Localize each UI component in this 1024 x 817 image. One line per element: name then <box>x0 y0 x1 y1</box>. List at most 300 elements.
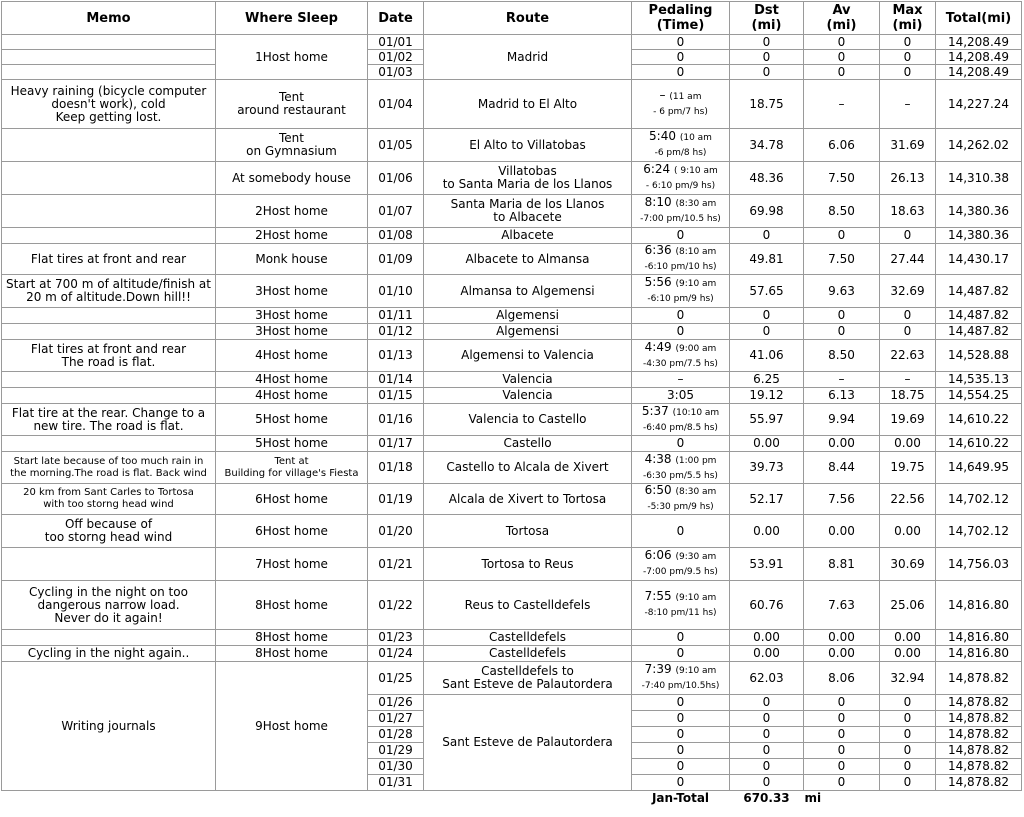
route-cell: Algemensi <box>424 308 632 324</box>
date-cell: 01/07 <box>368 195 424 228</box>
average-speed-cell: 0 <box>804 759 880 775</box>
distance-cell: 0 <box>730 759 804 775</box>
max-speed-cell: 22.56 <box>880 484 936 515</box>
header-route: Route <box>424 2 632 35</box>
distance-cell: 0 <box>730 35 804 50</box>
date-cell: 01/09 <box>368 244 424 275</box>
distance-cell: 0 <box>730 711 804 727</box>
pedaling-time: 0 <box>676 436 685 450</box>
date-cell: 01/23 <box>368 630 424 646</box>
memo-cell <box>2 35 216 50</box>
date-cell: 01/03 <box>368 65 424 80</box>
pedaling-range: (8:10 am -6:10 pm/10 hs) <box>644 247 717 272</box>
pedaling-time: 7:55 <box>644 589 672 603</box>
pedaling-range: (10:10 am -6:40 pm/8.5 hs) <box>643 407 720 433</box>
pedaling-cell <box>632 404 730 436</box>
pedaling-time: 6:50 <box>644 483 672 497</box>
distance-cell: 19.12 <box>730 388 804 404</box>
pedaling-cell <box>632 372 730 388</box>
average-speed-cell: 6.13 <box>804 388 880 404</box>
average-speed-cell: 0 <box>804 65 880 80</box>
total-distance-cell: 14,816.80 <box>936 646 1022 662</box>
average-speed-cell: 0.00 <box>804 515 880 548</box>
distance-cell: 0 <box>730 50 804 65</box>
total-distance-cell: 14,649.95 <box>936 452 1022 484</box>
footer-row <box>2 791 1022 806</box>
where-sleep-cell: 2Host home <box>216 228 368 244</box>
average-speed-cell: 0 <box>804 711 880 727</box>
where-sleep-cell: 4Host home <box>216 372 368 388</box>
max-speed-cell: 18.63 <box>880 195 936 228</box>
total-distance-cell: 14,756.03 <box>936 548 1022 581</box>
distance-cell: 41.06 <box>730 340 804 372</box>
where-sleep-cell: 3Host home <box>216 275 368 308</box>
where-sleep-cell: 6Host home <box>216 484 368 515</box>
table-row <box>2 548 1022 581</box>
jan-total-unit: mi <box>804 790 822 805</box>
average-speed-cell: 8.50 <box>804 195 880 228</box>
date-cell: 01/10 <box>368 275 424 308</box>
max-speed-cell: 0 <box>880 50 936 65</box>
total-distance-cell: 14,262.02 <box>936 129 1022 162</box>
distance-cell: 0 <box>730 228 804 244</box>
total-distance-cell: 14,487.82 <box>936 275 1022 308</box>
pedaling-cell <box>632 388 730 404</box>
where-sleep-cell: 8Host home <box>216 581 368 630</box>
memo-cell <box>2 162 216 195</box>
route-cell: Madrid to El Alto <box>424 80 632 129</box>
pedaling-range: ( 9:10 am - 6:10 pm/9 hs) <box>645 166 718 191</box>
max-speed-cell: – <box>880 80 936 129</box>
memo-cell: Start at 700 m of altitude/finish at 20 m of altitude.Down hill!! <box>2 275 216 308</box>
total-distance-cell: 14,310.38 <box>936 162 1022 195</box>
jan-total-label: Jan-Total <box>651 790 710 805</box>
pedaling-cell <box>632 35 730 50</box>
distance-cell: 18.75 <box>730 80 804 129</box>
pedaling-cell <box>632 308 730 324</box>
date-cell: 01/28 <box>368 727 424 743</box>
distance-cell: 0 <box>730 308 804 324</box>
date-cell: 01/05 <box>368 129 424 162</box>
memo-cell: Heavy raining (bicycle computer doesn't work), cold Keep getting lost. <box>2 80 216 129</box>
table-row <box>2 195 1022 228</box>
pedaling-time: – <box>659 88 666 102</box>
pedaling-time: 5:56 <box>644 275 672 289</box>
pedaling-cell <box>632 452 730 484</box>
memo-cell: 20 km from Sant Carles to Tortosa with too storng head wind <box>2 484 216 515</box>
memo-cell <box>2 308 216 324</box>
total-distance-cell: 14,610.22 <box>936 436 1022 452</box>
total-distance-cell: 14,554.25 <box>936 388 1022 404</box>
max-speed-cell: 25.06 <box>880 581 936 630</box>
pedaling-time: 0 <box>676 324 685 338</box>
pedaling-range: (9:10 am -7:40 pm/10.5hs) <box>641 666 720 691</box>
distance-cell: 69.98 <box>730 195 804 228</box>
max-speed-cell: 18.75 <box>880 388 936 404</box>
memo-cell: Flat tires at front and rear <box>2 244 216 275</box>
header-pedaling: Pedaling (Time) <box>632 2 730 35</box>
table-row <box>2 372 1022 388</box>
max-speed-cell: 19.75 <box>880 452 936 484</box>
average-speed-cell: 8.81 <box>804 548 880 581</box>
memo-cell: Off because of too storng head wind <box>2 515 216 548</box>
distance-cell: 62.03 <box>730 662 804 695</box>
distance-cell: 48.36 <box>730 162 804 195</box>
pedaling-cell <box>632 695 730 711</box>
pedaling-time: 3:05 <box>667 388 694 402</box>
pedaling-time: 0 <box>676 630 685 644</box>
date-cell: 01/31 <box>368 775 424 791</box>
date-cell: 01/16 <box>368 404 424 436</box>
where-sleep-cell: 8Host home <box>216 646 368 662</box>
pedaling-time: 0 <box>676 64 685 79</box>
pedaling-time: 0 <box>676 759 685 773</box>
table-row <box>2 162 1022 195</box>
memo-cell <box>2 50 216 65</box>
memo-cell <box>2 65 216 80</box>
where-sleep-cell: 8Host home <box>216 630 368 646</box>
pedaling-cell <box>632 630 730 646</box>
memo-cell: Cycling in the night again.. <box>2 646 216 662</box>
table-row <box>2 646 1022 662</box>
where-sleep-cell: Tent on Gymnasium <box>216 129 368 162</box>
average-speed-cell: 0 <box>804 743 880 759</box>
pedaling-time: 0 <box>676 34 685 49</box>
pedaling-time: 8:10 <box>644 195 672 209</box>
date-cell: 01/06 <box>368 162 424 195</box>
header-av: Av (mi) <box>804 2 880 35</box>
pedaling-cell <box>632 515 730 548</box>
pedaling-cell <box>632 324 730 340</box>
max-speed-cell: 0.00 <box>880 515 936 548</box>
table-row <box>2 275 1022 308</box>
total-distance-cell: 14,487.82 <box>936 324 1022 340</box>
pedaling-range: (10 am -6 pm/8 hs) <box>654 133 712 158</box>
max-speed-cell: 0 <box>880 775 936 791</box>
route-cell: Algemensi to Valencia <box>424 340 632 372</box>
max-speed-cell: – <box>880 372 936 388</box>
where-sleep-cell: 2Host home <box>216 195 368 228</box>
pedaling-time: 0 <box>676 727 685 741</box>
pedaling-cell <box>632 759 730 775</box>
header-where-sleep: Where Sleep <box>216 2 368 35</box>
route-cell: Albacete <box>424 228 632 244</box>
pedaling-cell <box>632 711 730 727</box>
average-speed-cell: 0 <box>804 727 880 743</box>
where-sleep-cell: 4Host home <box>216 340 368 372</box>
distance-cell: 6.25 <box>730 372 804 388</box>
where-sleep-cell: 3Host home <box>216 324 368 340</box>
memo-cell <box>2 630 216 646</box>
max-speed-cell: 0.00 <box>880 630 936 646</box>
where-sleep-cell: 6Host home <box>216 515 368 548</box>
max-speed-cell: 32.69 <box>880 275 936 308</box>
pedaling-range: (9:10 am -6:10 pm/9 hs) <box>647 279 717 304</box>
table-row <box>2 436 1022 452</box>
route-cell: Castelldefels to Sant Esteve de Palautordera <box>424 662 632 695</box>
date-cell: 01/01 <box>368 35 424 50</box>
average-speed-cell: 6.06 <box>804 129 880 162</box>
table-row <box>2 308 1022 324</box>
memo-cell <box>2 372 216 388</box>
pedaling-time: 0 <box>676 228 685 242</box>
average-speed-cell: 0 <box>804 50 880 65</box>
distance-cell: 34.78 <box>730 129 804 162</box>
total-distance-cell: 14,535.13 <box>936 372 1022 388</box>
header-total: Total(mi) <box>936 2 1022 35</box>
where-sleep-cell: 4Host home <box>216 388 368 404</box>
pedaling-cell <box>632 727 730 743</box>
pedaling-cell <box>632 548 730 581</box>
pedaling-time: 5:40 <box>649 129 676 143</box>
total-distance-cell: 14,528.88 <box>936 340 1022 372</box>
pedaling-cell <box>632 484 730 515</box>
route-cell: Albacete to Almansa <box>424 244 632 275</box>
date-cell: 01/13 <box>368 340 424 372</box>
table-row <box>2 452 1022 484</box>
date-cell: 01/29 <box>368 743 424 759</box>
table-row <box>2 129 1022 162</box>
pedaling-range: (9:00 am -4:30 pm/7.5 hs) <box>643 343 718 369</box>
route-cell: Alcala de Xivert to Tortosa <box>424 484 632 515</box>
date-cell: 01/11 <box>368 308 424 324</box>
table-row <box>2 324 1022 340</box>
distance-cell: 53.91 <box>730 548 804 581</box>
total-distance-cell: 14,487.82 <box>936 308 1022 324</box>
distance-cell: 0 <box>730 65 804 80</box>
max-speed-cell: 19.69 <box>880 404 936 436</box>
max-speed-cell: 0 <box>880 743 936 759</box>
where-sleep-cell: 1Host home <box>216 35 368 80</box>
date-cell: 01/26 <box>368 695 424 711</box>
memo-cell <box>2 129 216 162</box>
date-cell: 01/21 <box>368 548 424 581</box>
pedaling-time: 0 <box>676 646 685 660</box>
average-speed-cell: 8.50 <box>804 340 880 372</box>
route-cell: Santa Maria de los Llanos to Albacete <box>424 195 632 228</box>
total-distance-cell: 14,816.80 <box>936 630 1022 646</box>
total-distance-cell: 14,878.82 <box>936 662 1022 695</box>
pedaling-cell <box>632 65 730 80</box>
total-distance-cell: 14,227.24 <box>936 80 1022 129</box>
pedaling-range: (11 am - 6 pm/7 hs) <box>653 92 708 117</box>
pedaling-time: 0 <box>676 743 685 757</box>
where-sleep-cell: 5Host home <box>216 436 368 452</box>
pedaling-range: (9:30 am -7:00 pm/9.5 hs) <box>643 552 718 577</box>
average-speed-cell: 0 <box>804 308 880 324</box>
average-speed-cell: 0.00 <box>804 646 880 662</box>
total-distance-cell: 14,380.36 <box>936 228 1022 244</box>
total-distance-cell: 14,610.22 <box>936 404 1022 436</box>
pedaling-cell <box>632 436 730 452</box>
distance-cell: 0.00 <box>730 646 804 662</box>
total-distance-cell: 14,702.12 <box>936 484 1022 515</box>
route-cell: Castelldefels <box>424 646 632 662</box>
header-row <box>2 2 1022 35</box>
where-sleep-cell: 5Host home <box>216 404 368 436</box>
table-row <box>2 244 1022 275</box>
total-distance-cell: 14,878.82 <box>936 759 1022 775</box>
distance-cell: 49.81 <box>730 244 804 275</box>
table-row <box>2 630 1022 646</box>
route-cell: Castelldefels <box>424 630 632 646</box>
pedaling-time: 0 <box>676 49 685 64</box>
table-row <box>2 228 1022 244</box>
distance-cell: 0.00 <box>730 515 804 548</box>
date-cell: 01/17 <box>368 436 424 452</box>
pedaling-cell <box>632 275 730 308</box>
memo-cell: Flat tire at the rear. Change to a new tire. The road is flat. <box>2 404 216 436</box>
pedaling-cell <box>632 581 730 630</box>
average-speed-cell: 9.94 <box>804 404 880 436</box>
average-speed-cell: – <box>804 80 880 129</box>
pedaling-cell <box>632 244 730 275</box>
distance-cell: 55.97 <box>730 404 804 436</box>
date-cell: 01/08 <box>368 228 424 244</box>
total-distance-cell: 14,878.82 <box>936 743 1022 759</box>
route-cell: El Alto to Villatobas <box>424 129 632 162</box>
jan-total-value: 670.33 <box>743 790 790 805</box>
max-speed-cell: 0 <box>880 711 936 727</box>
route-cell: Sant Esteve de Palautordera <box>424 695 632 791</box>
max-speed-cell: 0 <box>880 727 936 743</box>
pedaling-time: 4:49 <box>644 339 672 354</box>
distance-cell: 0 <box>730 727 804 743</box>
average-speed-cell: 0.00 <box>804 436 880 452</box>
total-distance-cell: 14,878.82 <box>936 695 1022 711</box>
max-speed-cell: 31.69 <box>880 129 936 162</box>
date-cell: 01/15 <box>368 388 424 404</box>
max-speed-cell: 26.13 <box>880 162 936 195</box>
pedaling-cell <box>632 775 730 791</box>
total-distance-cell: 14,702.12 <box>936 515 1022 548</box>
total-distance-cell: 14,208.49 <box>936 65 1022 80</box>
pedaling-cell <box>632 228 730 244</box>
memo-cell: Writing journals <box>2 662 216 791</box>
table-row <box>2 581 1022 630</box>
route-cell: Valencia <box>424 372 632 388</box>
where-sleep-cell: 7Host home <box>216 548 368 581</box>
where-sleep-cell: At somebody house <box>216 162 368 195</box>
total-distance-cell: 14,208.49 <box>936 50 1022 65</box>
average-speed-cell: 7.50 <box>804 162 880 195</box>
date-cell: 01/18 <box>368 452 424 484</box>
route-cell: Tortosa <box>424 515 632 548</box>
total-distance-cell: 14,878.82 <box>936 711 1022 727</box>
total-distance-cell: 14,878.82 <box>936 775 1022 791</box>
date-cell: 01/12 <box>368 324 424 340</box>
distance-cell: 60.76 <box>730 581 804 630</box>
average-speed-cell: 0 <box>804 324 880 340</box>
pedaling-time: 0 <box>676 308 685 322</box>
max-speed-cell: 0.00 <box>880 436 936 452</box>
pedaling-time: 0 <box>676 695 685 709</box>
date-cell: 01/14 <box>368 372 424 388</box>
max-speed-cell: 0 <box>880 695 936 711</box>
max-speed-cell: 32.94 <box>880 662 936 695</box>
route-cell: Villatobas to Santa Maria de los Llanos <box>424 162 632 195</box>
memo-cell <box>2 324 216 340</box>
pedaling-time: 0 <box>676 523 685 538</box>
memo-cell <box>2 195 216 228</box>
route-cell: Castello <box>424 436 632 452</box>
pedaling-range: (9:10 am -8:10 pm/11 hs) <box>644 593 717 618</box>
average-speed-cell: 7.50 <box>804 244 880 275</box>
pedaling-cell <box>632 50 730 65</box>
memo-cell: Start late because of too much rain in the morning.The road is flat. Back wind <box>2 452 216 484</box>
max-speed-cell: 0 <box>880 324 936 340</box>
where-sleep-cell: 3Host home <box>216 308 368 324</box>
distance-cell: 0 <box>730 324 804 340</box>
average-speed-cell: 7.56 <box>804 484 880 515</box>
max-speed-cell: 0 <box>880 228 936 244</box>
pedaling-time: – <box>677 372 684 386</box>
distance-cell: 57.65 <box>730 275 804 308</box>
where-sleep-cell: Monk house <box>216 244 368 275</box>
average-speed-cell: 0 <box>804 775 880 791</box>
max-speed-cell: 0 <box>880 65 936 80</box>
date-cell: 01/24 <box>368 646 424 662</box>
date-cell: 01/04 <box>368 80 424 129</box>
table-row <box>2 340 1022 372</box>
pedaling-cell <box>632 340 730 372</box>
pedaling-time: 7:39 <box>644 662 672 676</box>
max-speed-cell: 0 <box>880 35 936 50</box>
max-speed-cell: 30.69 <box>880 548 936 581</box>
table-row <box>2 404 1022 436</box>
total-distance-cell: 14,380.36 <box>936 195 1022 228</box>
distance-cell: 0 <box>730 743 804 759</box>
header-dst: Dst (mi) <box>730 2 804 35</box>
distance-cell: 0.00 <box>730 630 804 646</box>
route-cell: Reus to Castelldefels <box>424 581 632 630</box>
table-row <box>2 484 1022 515</box>
date-cell: 01/25 <box>368 662 424 695</box>
memo-cell <box>2 228 216 244</box>
pedaling-range: (8:30 am -7:00 pm/10.5 hs) <box>640 199 721 224</box>
table-row <box>2 35 1022 50</box>
date-cell: 01/22 <box>368 581 424 630</box>
table-row <box>2 80 1022 129</box>
average-speed-cell: 8.44 <box>804 452 880 484</box>
pedaling-time: 5:37 <box>641 403 669 418</box>
memo-cell <box>2 436 216 452</box>
pedaling-cell <box>632 162 730 195</box>
pedaling-cell <box>632 662 730 695</box>
header-memo: Memo <box>2 2 216 35</box>
max-speed-cell: 0 <box>880 308 936 324</box>
total-distance-cell: 14,816.80 <box>936 581 1022 630</box>
average-speed-cell: 7.63 <box>804 581 880 630</box>
pedaling-time: 4:38 <box>644 451 672 466</box>
pedaling-cell <box>632 195 730 228</box>
memo-cell: Cycling in the night on too dangerous narrow load. Never do it again! <box>2 581 216 630</box>
distance-cell: 0.00 <box>730 436 804 452</box>
route-cell: Castello to Alcala de Xivert <box>424 452 632 484</box>
date-cell: 01/19 <box>368 484 424 515</box>
average-speed-cell: 9.63 <box>804 275 880 308</box>
distance-cell: 39.73 <box>730 452 804 484</box>
pedaling-time: 6:36 <box>644 243 672 257</box>
route-cell: Valencia <box>424 388 632 404</box>
trip-log-table <box>1 1 1022 806</box>
where-sleep-cell: 9Host home <box>216 662 368 791</box>
pedaling-time: 0 <box>676 775 685 789</box>
pedaling-cell <box>632 129 730 162</box>
where-sleep-cell: Tent at Building for village's Fiesta <box>216 452 368 484</box>
date-cell: 01/20 <box>368 515 424 548</box>
max-speed-cell: 27.44 <box>880 244 936 275</box>
